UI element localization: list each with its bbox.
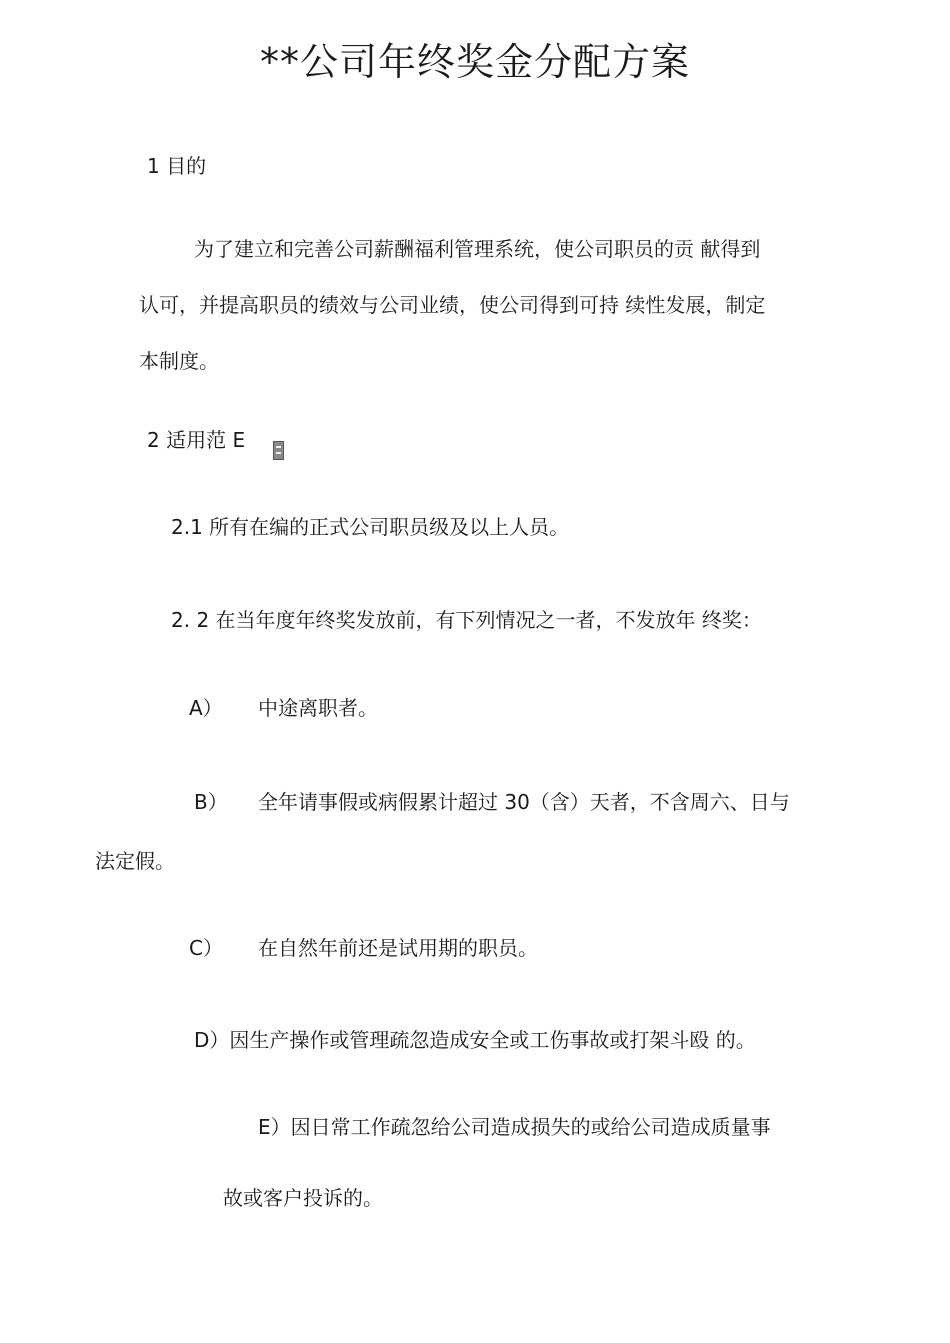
case-b-text-line-1: 全年请事假或病假累计超过 30（含）天者，不含周六、日与 [258, 790, 790, 814]
item-2-2: 2. 2 在当年度年终奖发放前，有下列情况之一者，不发放年 终奖： [171, 608, 762, 632]
case-e-text-line-1: E）因日常工作疏忽给公司造成损失的或给公司造成质量事 [258, 1115, 771, 1139]
item-2-1: 2.1 所有在编的正式公司职员级及以上人员。 [171, 515, 570, 539]
case-b-label: B） [194, 790, 228, 814]
section-1-paragraph-line-1: 为了建立和完善公司薪酬福利管理系统，使公司职员的贡 献得到 [194, 237, 761, 261]
case-a-label: A） [189, 696, 223, 720]
section-1-paragraph-line-2: 认可，并提高职员的绩效与公司业绩，使公司得到可持 续性发展，制定 [139, 293, 766, 317]
case-e-text-line-2: 故或客户投诉的。 [223, 1186, 383, 1210]
document-title: **公司年终奖金分配方案 [259, 40, 690, 84]
case-b-text-line-2: 法定假。 [95, 849, 175, 873]
case-a-text: 中途离职者。 [258, 696, 378, 720]
case-c-text: 在自然年前还是试用期的职员。 [258, 936, 538, 960]
section-2-heading: 2 适用范 E [147, 428, 246, 452]
section-1-heading: 1 目的 [147, 154, 207, 178]
case-c-label: C） [189, 936, 223, 960]
section-1-paragraph-line-3: 本制度。 [139, 349, 219, 373]
case-d-text: D）因生产操作或管理疏忽造成安全或工伤事故或打架斗殴 的。 [194, 1028, 756, 1052]
document-marker-icon [273, 441, 284, 460]
